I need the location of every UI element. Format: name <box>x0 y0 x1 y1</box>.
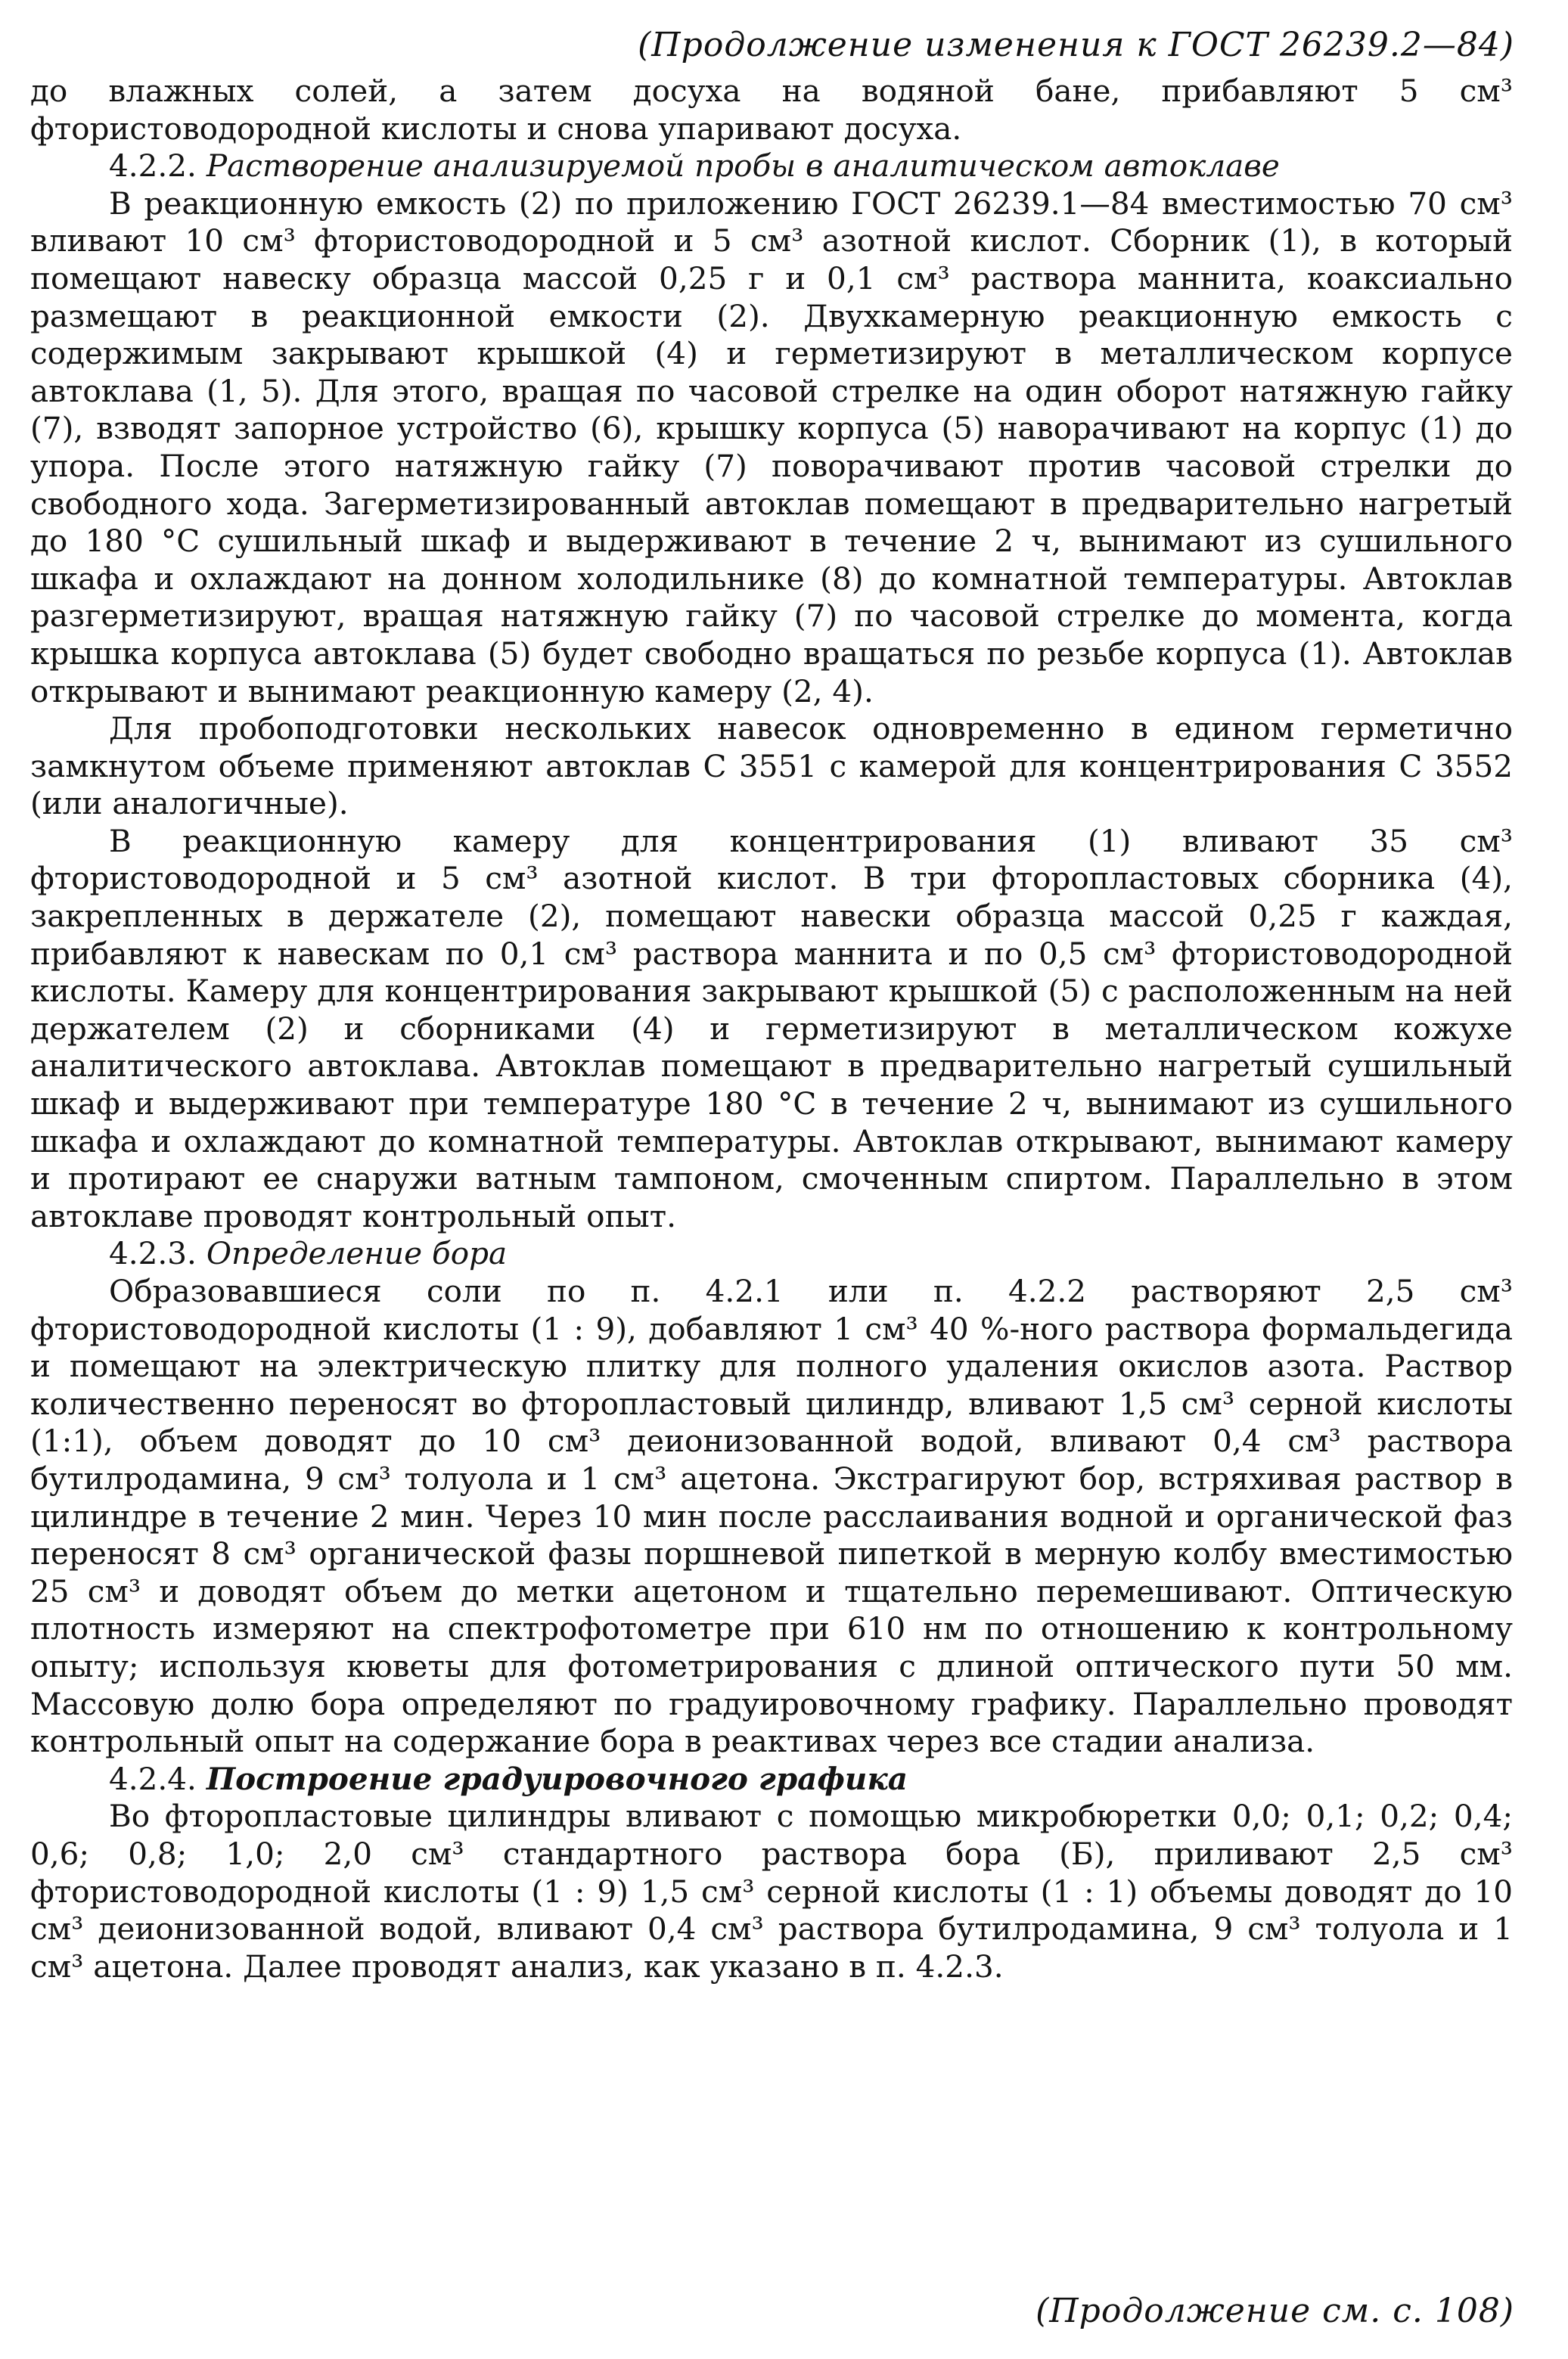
page-footer: (Продолжение см. с. 108) <box>1036 2292 1514 2330</box>
section-title: Определение бора <box>206 1235 508 1272</box>
section-number: 4.2.4. <box>109 1760 197 1797</box>
document-body <box>30 73 1513 1985</box>
section-title: Построение градуировочного графика <box>206 1760 908 1797</box>
paragraph: В реакционную камеру для концентрирования (1) вливают 35 см³ фтористоводородной и 5 см³ азотной кислот. В три фторопластовых сборника (4), закрепленных в держателе (2), помещают навески образца массой 0,25 г каждая, прибавляют к навескам по 0,1 см³ раствора маннита и по 0,5 см³ фтористоводородной кислоты. Камеру для концентрирования закрывают крышкой (5) с расположенным на ней держателем (2) и сборниками (4) и герметизируют в металлическом кожухе аналитического автоклава. Автоклав помещают в предварительно нагретый сушильный шкаф и выдерживают при температуре 180 °С в течение 2 ч, вынимают из сушильного шкафа и охлаждают до комнатной температуры. Автоклав открывают, вынимают камеру и протирают ее снаружи ватным тампоном, смоченным спиртом. Параллельно в этом автоклаве проводят контрольный опыт. <box>30 822 1513 1234</box>
section-heading-4-2-2 <box>30 147 1513 185</box>
section-heading-4-2-3 <box>30 1235 1513 1273</box>
section-number: 4.2.2. <box>109 147 197 185</box>
section-title: Растворение анализируемой пробы в аналитическом автоклаве <box>206 147 1280 185</box>
paragraph: Для пробоподготовки нескольких навесок одновременно в едином герметично замкнутом объеме применяют автоклав С 3551 с камерой для концентрирования С 3552 (или аналогичные). <box>30 710 1513 822</box>
paragraph: до влажных солей, а затем досуха на водяной бане, прибавляют 5 см³ фтористоводородной кислоты и снова упаривают досуха. <box>30 73 1513 147</box>
paragraph: Образовавшиеся соли по п. 4.2.1 или п. 4.2.2 растворяют 2,5 см³ фтористоводородной кислоты (1 : 9), добавляют 1 см³ 40 %-ного раствора формальдегида и помещают на электрическую плитку для полного удаления окислов азота. Раствор количественно переносят во фторопластовый цилиндр, вливают 1,5 см³ серной кислоты (1:1), объем доводят до 10 см³ деионизованной водой, вливают 0,4 см³ раствора бутилродамина, 9 см³ толуола и 1 см³ ацетона. Экстрагируют бор, встряхивая раствор в цилиндре в течение 2 мин. Через 10 мин после расслаивания водной и органической фаз переносят 8 см³ органической фазы поршневой пипеткой в мерную колбу вместимостью 25 см³ и доводят объем до метки ацетоном и тщательно перемешивают. Оптическую плотность измеряют на спектрофотометре при 610 нм по отношению к контрольному опыту; используя кюветы для фотометрирования с длиной оптического пути 50 мм. Массовую долю бора определяют по градуировочному графику. Параллельно проводят контрольный опыт на содержание бора в реактивах через все стадии анализа. <box>30 1273 1513 1760</box>
page-header: (Продолжение изменения к ГОСТ 26239.2—84) <box>638 26 1514 64</box>
section-number: 4.2.3. <box>109 1235 197 1272</box>
paragraph: Во фторопластовые цилиндры вливают с помощью микробюретки 0,0; 0,1; 0,2; 0,4; 0,6; 0,8; 1,0; 2,0 см³ стандартного раствора бора (Б), приливают 2,5 см³ фтористоводородной кислоты (1 : 9) 1,5 см³ серной кислоты (1 : 1) объемы доводят до 10 см³ деионизованной водой, вливают 0,4 см³ раствора бутилродамина, 9 см³ толуола и 1 см³ ацетона. Далее проводят анализ, как указано в п. 4.2.3. <box>30 1798 1513 1985</box>
paragraph: В реакционную емкость (2) по приложению ГОСТ 26239.1—84 вместимостью 70 см³ вливают 10 см³ фтористоводородной и 5 см³ азотной кислот. Сборник (1), в который помещают навеску образца массой 0,25 г и 0,1 см³ раствора маннита, коаксиально размещают в реакционной емкости (2). Двухкамерную реакционную емкость с содержимым закрывают крышкой (4) и герметизируют в металлическом корпусе автоклава (1, 5). Для этого, вращая по часовой стрелке на один оборот натяжную гайку (7), взводят запорное устройство (6), крышку корпуса (5) наворачивают на корпус (1) до упора. После этого натяжную гайку (7) поворачивают против часовой стрелки до свободного хода. Загерметизированный автоклав помещают в предварительно нагретый до 180 °С сушильный шкаф и выдерживают в течение 2 ч, вынимают из сушильного шкафа и охлаждают на донном холодильнике (8) до комнатной температуры. Автоклав разгерметизируют, вращая натяжную гайку (7) по часовой стрелке до момента, когда крышка корпуса автоклава (5) будет свободно вращаться по резьбе корпуса (1). Автоклав открывают и вынимают реакционную камеру (2, 4). <box>30 185 1513 709</box>
section-heading-4-2-4 <box>30 1761 1513 1799</box>
